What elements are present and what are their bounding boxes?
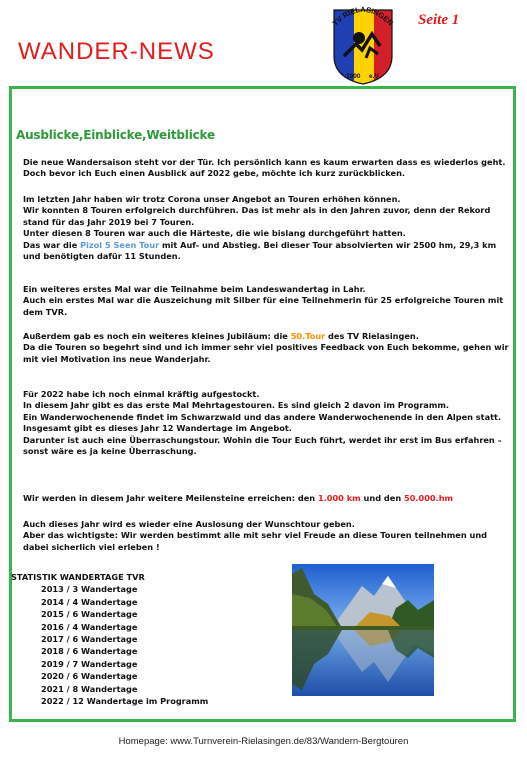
- statistics-block: [11, 571, 208, 707]
- paragraph-line: Unter diesen 8 Touren war auch die Härteste, die wie bislang durchgeführt hatten.: [23, 228, 406, 239]
- statistics-row: 2016 / 4 Wandertage: [41, 621, 138, 632]
- paragraph-line: Wir konnten 8 Touren erfolgreich durchführen. Das ist mehr als in den Jahren zuvor, denn der Rekord stand für das Jahr 2019 bei 7 Touren.: [23, 205, 491, 227]
- statistics-row: 2022 / 12 Wandertage im Programm: [41, 696, 209, 707]
- statistics-row: 2021 / 8 Wandertage: [41, 683, 138, 694]
- paragraph-jubilee: [23, 331, 513, 365]
- statistics-row: 2019 / 7 Wandertage: [41, 658, 138, 669]
- article-subtitle: Ausblicke,Einblicke,Weitblicke: [16, 128, 215, 142]
- paragraph-line: Für 2022 habe ich noch einmal kräftig aufgestockt.: [23, 389, 260, 399]
- newsletter-title: WANDER-NEWS: [18, 38, 215, 65]
- paragraph-line: Aber das wichtigste: Wir werden bestimmt alle mit sehr viel Freude an diese Touren teilnehmen und dabei sicherlich viel erleben !: [23, 530, 488, 552]
- page-number: Seite 1: [418, 12, 460, 28]
- statistics-row: 2015 / 6 Wandertage: [41, 609, 138, 620]
- club-logo: [326, 4, 400, 86]
- paragraph-line: Im letzten Jahr haben wir trotz Corona unser Angebot an Touren erhöhen können.: [23, 194, 401, 204]
- paragraph-text: Die neue Wandersaison steht vor der Tür. Ich persönlich kann es kaum erwarten dass es wiederlos geht. Doch bevor ich Euch einen Ausblick auf 2022 gebe, möchte ich kurz zurückblicken.: [23, 157, 506, 179]
- homepage-footer: Homepage: www.Turnverein-Rielasingen.de/83/Wandern-Bergtouren: [118, 736, 409, 747]
- text-fragment: Außerdem gab es noch ein weiteres kleines Jubiläum: die: [23, 331, 291, 341]
- paragraph-line: Auch ein erstes Mal war die Auszeichung mit Silber für eine Teilnehmerin für 25 erfolgreiche Touren mit dem TVR.: [23, 295, 504, 317]
- tour-highlight: Pizol 5 Seen Tour: [80, 239, 160, 250]
- paragraph-intro: [23, 157, 513, 180]
- jubilee-highlight: 50.Tour: [290, 331, 326, 341]
- paragraph-line: Ein Wanderwochenende findet im Schwarzwald und das andere Wanderwochenende in den Alpen statt.: [23, 411, 502, 422]
- paragraph-line: [23, 240, 513, 263]
- paragraph-line: Ein weiteres erstes Mal war die Teilnahme beim Landeswandertag in Lahr.: [23, 284, 366, 294]
- statistics-row: 2014 / 4 Wandertage: [41, 596, 138, 607]
- paragraph-2022: [23, 389, 513, 457]
- logo-suffix: e.V.: [369, 73, 380, 80]
- statistics-row: 2020 / 6 Wandertage: [41, 671, 138, 682]
- text-fragment: des TV Rielasingen.: [325, 331, 419, 341]
- statistics-row: 2013 / 3 Wandertage: [41, 584, 138, 595]
- statistics-heading: STATISTIK WANDERTAGE TVR: [11, 572, 145, 582]
- km-milestone: 1.000 km: [317, 493, 361, 503]
- paragraph-line: Auch dieses Jahr wird es wieder eine Auslosung der Wunschtour geben.: [23, 519, 355, 529]
- paragraph-firsts: [23, 284, 513, 318]
- paragraph-line: Insgesamt gibt es dieses Jahr 12 Wandertage im Angebot.: [23, 423, 292, 434]
- paragraph-milestones: [23, 493, 513, 504]
- hm-milestone: 50.000.hm: [404, 493, 454, 503]
- mountain-lake-photo: [292, 564, 434, 696]
- paragraph-line: Darunter ist auch eine Überraschungstour. Wohin die Tour Euch führt, werdet ihr erst im Bus erfahren – sonst wäre es ja keine Überraschung.: [23, 434, 502, 457]
- statistics-row: 2018 / 6 Wandertage: [41, 646, 138, 657]
- paragraph-outlook: [23, 519, 513, 553]
- text-fragment: Das war die: [23, 239, 81, 250]
- paragraph-review: [23, 194, 513, 262]
- paragraph-line: In diesem Jahr gibt es das erste Mal Mehrtagestouren. Es sind gleich 2 davon im Programm.: [23, 400, 449, 411]
- logo-year: 1900: [346, 73, 361, 80]
- text-fragment: Wir werden in diesem Jahr weitere Meilensteine erreichen: den: [23, 493, 318, 503]
- paragraph-line: [23, 331, 513, 342]
- paragraph-line: Da die Touren so begehrt sind und ich immer sehr viel positives Feedback von Euch bekomme, gehen wir mit viel Motivation ins neue Wanderjahr.: [23, 342, 509, 364]
- text-fragment: mit Auf- und Abstieg. Bei dieser Tour absolvierten wir 2500 hm, 29,3 km und benötigten dafür 11 Stunden.: [23, 239, 497, 262]
- text-fragment: und den: [360, 493, 404, 503]
- statistics-row: 2017 / 6 Wandertage: [41, 634, 138, 645]
- logo-top-text: TV RIELASINGEN: [330, 4, 396, 28]
